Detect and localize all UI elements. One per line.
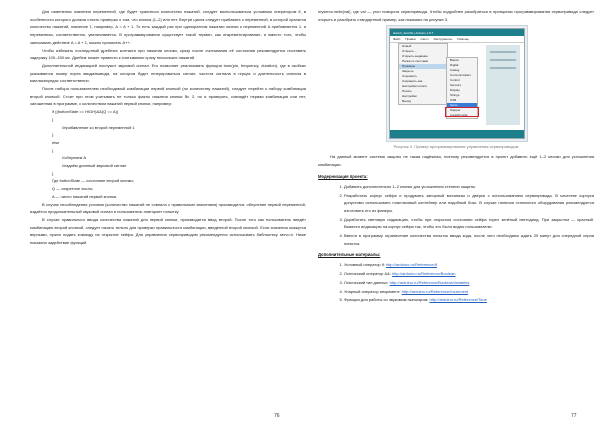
file-menu-item: Печать (402, 89, 412, 94)
definition-line: Где buttonState — состояние второй кнопки; (52, 178, 134, 184)
highlight-box (445, 107, 479, 117)
menu-help: Помощь (457, 37, 469, 42)
reference-text: Логический оператор &&: (344, 271, 393, 277)
code-line: if ((buttonState == HIGH)&&(Q == A)) (52, 109, 119, 115)
paragraph-success: В случае правильного ввода количества нажатий для первой кнопки, производится ввод второй. После того как пользователь введёт комбинацию второй кнопкой, следует начать тельно для проверки правильности комбинации, введённой второй кнопкой. Если значения окажутся верными, нужно подать команду на открытие сейфа. Для управления сервоприводом рекомендуется использовать библиотеку servo.h. Ниже показано задействие функций (30, 216, 306, 246)
submenu-item: Basics (450, 58, 459, 63)
left-page (30, 8, 306, 406)
menu-file: Файл (393, 37, 401, 42)
page-number-left: 76 (274, 413, 280, 419)
file-menu-item: Закрыть (402, 69, 414, 74)
file-menu-item: Выход (402, 99, 411, 104)
page-number-right: 77 (571, 413, 577, 419)
code-line: //прибавление ко второй переменной 1 (62, 124, 135, 130)
ide-title: sketch_dec23a | Arduino 1.8.7 (393, 30, 434, 35)
editor-line (490, 51, 516, 53)
ide-status-bar (390, 130, 524, 138)
submenu-item: Display (450, 88, 460, 93)
paragraph-second-button: После набора пользователем необходимой комбинации первой кнопкой (по количеству нажатий), следует перейти к набору комбинации второй кнопкой. Стоит при этом учитывать не только факты нажатия кнопки № 2, но и проверять, совпадёт первая комбинация или нет, заложенная в программе, с количеством нажатий первой кнопки, например: (30, 86, 306, 107)
reference-text: Условный оператор if: (344, 262, 386, 268)
list-item: 1. Добавить дополнительно 1–2 кнопки для усложнения степени защиты. (344, 183, 594, 191)
code-line: } (52, 170, 54, 176)
reference-link[interactable]: http://arduino.ru/Reference/Boolean (392, 271, 456, 277)
file-menu-item: Сохранить (402, 74, 417, 79)
reference-link[interactable]: http://arduino.ru/Reference/Increment (401, 288, 469, 294)
file-menu-item: Папка со скетчами (402, 59, 429, 64)
figure-caption: Рисунок 3. Пример программирования управления сервоприводом (393, 144, 519, 150)
reference-item (344, 270, 594, 278)
menu-tools: Инструменты (433, 37, 453, 42)
list-item: 2. Разработать корпус сейфа и продумать запорный механизм и дверки с использованием сервопривода. В качестве корпуса допустимо использовать пластиковый контейнер или подобный бокс. В случае наличия станочного оборудования рекомендуется изготовить его из фанеры. (344, 192, 594, 215)
paragraph-tone: Дополнительной индикацией послужит звуковой сигнал. Его позволяет реализовать функция tone(pin, frequency, duration), где в скобках указывается номер порта ввода/вывода, на котором будет генерироваться сигнал, частота сигнала в герцах и длительность сигнала в миллисекундах соответственно. (30, 62, 306, 84)
submenu-item: LiquidCrystal (450, 113, 468, 118)
section-heading-modernization: Модернизация проекта: (318, 173, 368, 179)
ide-title-bar (390, 29, 524, 36)
reference-link[interactable]: http://arduino.ru/Reference/If (385, 262, 437, 268)
submenu-item: Analog (450, 68, 460, 73)
code-line: else (52, 139, 60, 145)
list-item: 4. Ввести в программу ограничение количества попыток ввода кода, после чего необходимо ждать 30 минут для очередной серии попыток. (344, 232, 594, 247)
definition-line: A — число нажатий первой кнопки. (52, 193, 118, 199)
reference-item (344, 279, 594, 287)
editor-line (490, 67, 516, 69)
ide-menu-bar (390, 36, 524, 43)
paragraph-failure: В случае несоблюдения условия (количество нажатий не совпало с правильным значением) производится: обнуление первой переменной, издаётся продолжительный звуковой сигнал и пользователь повторяет попытку. (30, 201, 306, 215)
submenu-item: USB (450, 98, 457, 103)
submenu-item: Communication (450, 73, 471, 78)
reference-item (344, 288, 594, 296)
file-menu-item-examples: Примеры (399, 64, 447, 69)
menu-sketch: Скетч (420, 37, 429, 42)
file-menu-item: Открыть... (402, 49, 417, 54)
file-menu-item: Сохранить как... (402, 79, 425, 84)
paragraph-servo-write: myservo.write(val), где val — угол поворота сервопривода. Чтобы подробнее разобраться в принципах программирования сервопривода следует открыть и разобрать стандартный пример, как показано на рисунке 3. (318, 9, 594, 22)
reference-text: Унарный оператор инкремент: (344, 288, 402, 294)
reference-link[interactable]: http://arduino.ru/Reference/Tone (429, 297, 487, 303)
code-block (30, 108, 306, 177)
reference-link[interactable]: http://arduino.ru/Reference/BooleanVariables (389, 279, 470, 285)
reference-item (344, 261, 594, 269)
ide-window (389, 28, 525, 139)
submenu-item: Digital (450, 63, 459, 68)
materials-list (318, 261, 594, 304)
code-line: //издаём длинный звуковой сигнал (62, 163, 127, 169)
right-page (318, 8, 594, 406)
section-heading-materials: Дополнительные материалы: (318, 252, 381, 258)
reference-text: Функция для работы со звуковым пьезоэром: (344, 297, 430, 303)
submenu-item: Strings (450, 93, 460, 98)
submenu-item: Control (450, 78, 460, 83)
file-menu-item: Открыть недавние (402, 54, 428, 59)
code-line: { (52, 147, 54, 153)
list-item: 3. Доработать световую индикацию, чтобы при открытом состоянии сейфа горел зелёный светодиод. При закрытом — красный. Вывести индикацию на корпус сейфа так, чтобы это было видно пользователю. (344, 216, 594, 231)
paragraph-counter: Для изменения значения переменной, где будет храниться количество нажатий, следует воспользоваться условным оператором if, в особенности которого должна стоять проверка о том, что кнопка (1–2) или нет. Внутри цикла следует прибавить к переменной, в которой хранится количество нажатий, значение 1, например, A = A + 1. То есть каждый раз при однократном нажатии кнопки к переменной A прибавляется 1, и переменная, соответственно, увеличивается. В программировании существует такой термин, как инкрементирование, и вместо того, чтобы записывать действие A = A + 1, можно прописать A++. (30, 9, 306, 45)
figure-screenshot (386, 25, 528, 142)
editor-pane (486, 45, 520, 125)
code-line: } (52, 132, 54, 138)
file-menu-item: Настройки (402, 94, 417, 99)
code-line: { (52, 116, 54, 122)
submenu-item: Sensors (450, 83, 462, 88)
modernization-list (318, 183, 594, 248)
submenu-item: Stepper (450, 108, 461, 113)
paragraph-security-note: На данный момент система защиты не такая надёжная, поэтому рекомендуется в проект добавить ещё 1–2 кнопки для усложнения комбинации. (318, 154, 594, 168)
file-menu-item: Настройки печати (402, 84, 427, 89)
editor-line (490, 59, 516, 61)
code-line: //обнуляем A (62, 155, 87, 161)
reference-text: Логический тип данных: (344, 279, 390, 285)
menu-edit: Правка (405, 37, 416, 42)
file-menu-item: Новый (402, 44, 412, 49)
submenu-item-servo: Servo (447, 103, 477, 108)
reference-item (344, 296, 594, 304)
paragraph-debounce: Чтобы избежать последствий дребезга контакта при нажатии кнопки, сразу после считывания её состояния рекомендуется поставить задержку 100–150 мс. Дребезг может привести к считыванию сразу нескольких нажатий. (30, 47, 306, 61)
file-menu-dropdown (398, 43, 448, 105)
definition-line: Q — секретное число; (52, 186, 94, 192)
